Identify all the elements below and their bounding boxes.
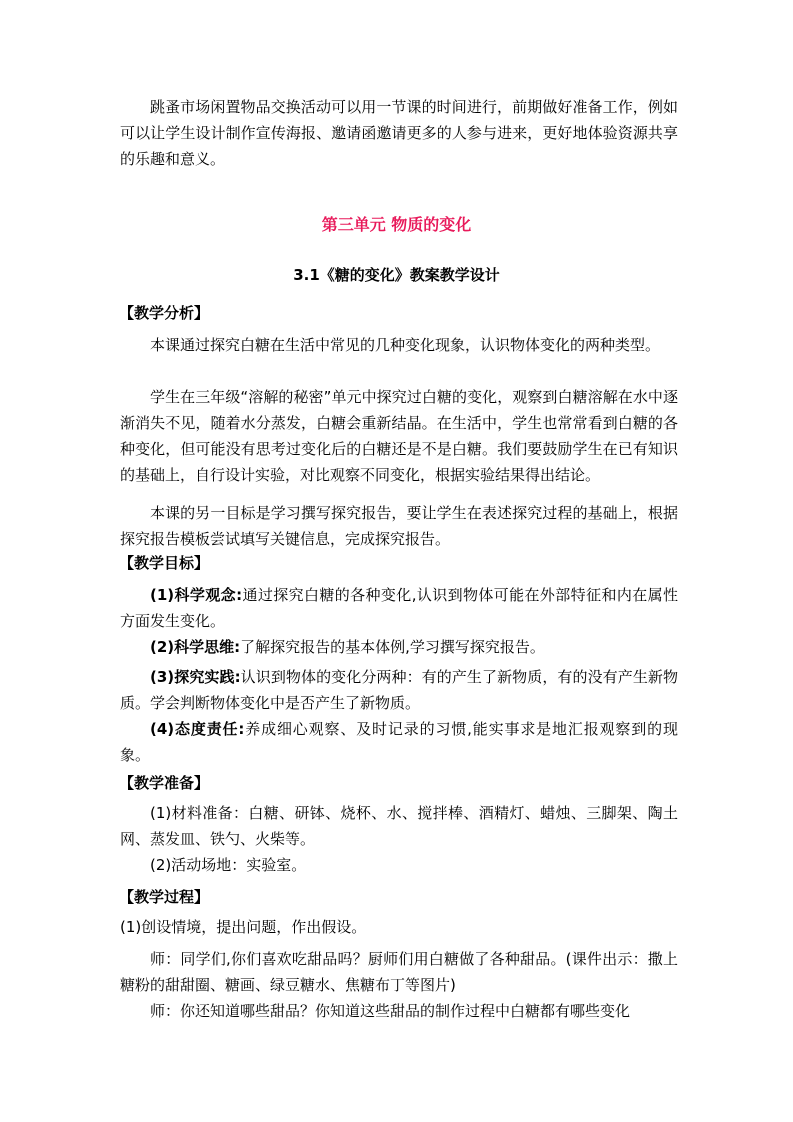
process-step: (1)创设情境，提出问题，作出假设。 xyxy=(120,918,367,936)
lesson-title: 3.1《糖的变化》教案教学设计 xyxy=(293,266,500,284)
process-paragraph: 师：同学们,你们喜欢吃甜品吗？厨师们用白糖做了各种甜品。(课件出示：撒上糖粉的甜甜圈、糖画、绿豆糖水、焦糖布丁等图片) xyxy=(120,950,678,994)
goal-item xyxy=(120,634,678,660)
analysis-paragraph: 本课通过探究白糖在生活中常见的几种变化现象，认识物体变化的两种类型。 xyxy=(150,336,661,354)
goals-heading: 【教学目标】 xyxy=(119,554,210,572)
goal-text: 通过探究白糖的各种变化,认识到物体可能在外部特征和内在属性方面发生变化。 xyxy=(120,586,678,630)
preparation-item: (2)活动场地：实验室。 xyxy=(150,856,307,874)
goal-item xyxy=(120,664,678,716)
goal-label: (4)态度责任: xyxy=(150,720,245,738)
process-heading: 【教学过程】 xyxy=(119,888,210,906)
goal-item xyxy=(120,716,678,768)
goal-item xyxy=(120,582,678,634)
goal-label: (2)科学思维: xyxy=(150,638,241,656)
analysis-paragraph: 本课的另一目标是学习撰写探究报告，要让学生在表述探究过程的基础上，根据探究报告模板尝试填写关键信息，完成探究报告。 xyxy=(120,504,678,548)
process-paragraph: 师：你还知道哪些甜品？你知道这些甜品的制作过程中白糖都有哪些变化 xyxy=(150,1002,631,1020)
unit-title: 第三单元 物质的变化 xyxy=(321,215,472,234)
preparation-heading: 【教学准备】 xyxy=(119,774,210,792)
goal-text: 了解探究报告的基本体例,学习撰写探究报告。 xyxy=(240,638,545,656)
goal-label: (3)探究实践: xyxy=(150,668,241,686)
analysis-paragraph: 学生在三年级“溶解的秘密”单元中探究过白糖的变化，观察到白糖溶解在水中逐渐消失不见，随着水分蒸发，白糖会重新结晶。在生活中，学生也常常看到白糖的各种变化，但可能没有思考过变化后的白糖还是不是白糖。我们要鼓励学生在已有知识的基础上，自行设计实验，对比观察不同变化，根据实验结果得出结论。 xyxy=(120,388,678,484)
goal-text: 养成细心观察、及时记录的习惯,能实事求是地汇报观察到的现象。 xyxy=(120,720,678,764)
analysis-heading: 【教学分析】 xyxy=(119,304,210,322)
preparation-item: (1)材料准备：白糖、研钵、烧杯、水、搅拌棒、酒精灯、蜡烛、三脚架、陶土网、蒸发皿、铁勺、火柴等。 xyxy=(120,804,678,848)
intro-paragraph: 跳蚤市场闲置物品交换活动可以用一节课的时间进行，前期做好准备工作，例如可以让学生设计制作宣传海报、邀请函邀请更多的人参与进来，更好地体验资源共享的乐趣和意义。 xyxy=(120,98,678,168)
goal-label: (1)科学观念: xyxy=(150,586,243,604)
goal-text: 认识到物体的变化分两种：有的产生了新物质，有的没有产生新物质。学会判断物体变化中是否产生了新物质。 xyxy=(120,668,678,712)
